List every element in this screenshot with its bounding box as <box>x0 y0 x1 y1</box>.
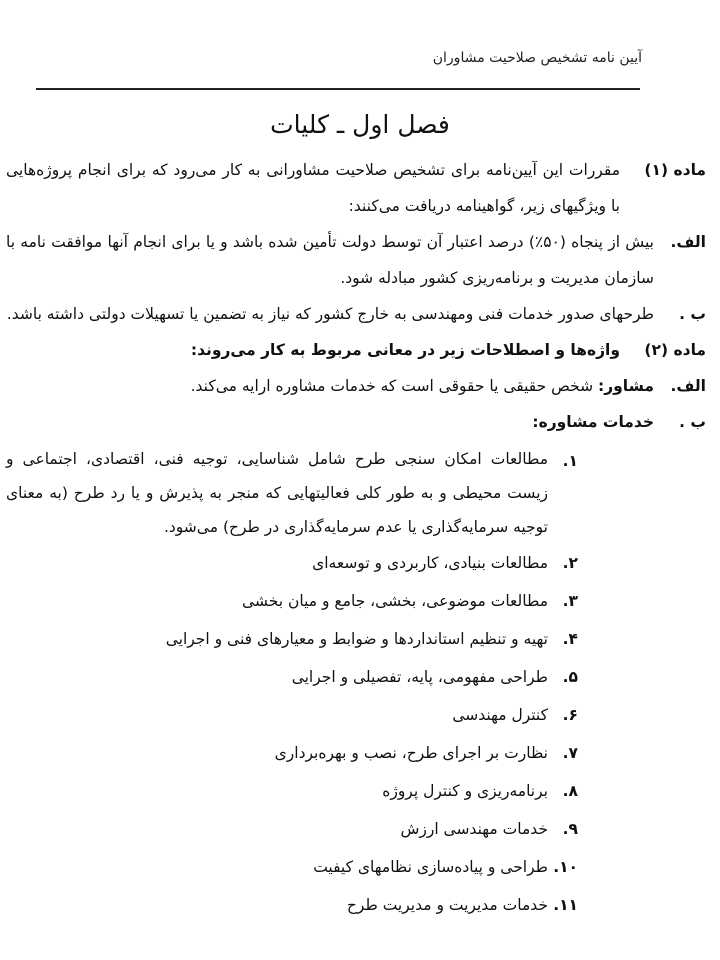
item-text: طرحهای صدور خدمات فنی ومهندسی به خارج کشور که نیاز به تضمین یا تسهیلات دولتی داشته باشد. <box>6 305 654 323</box>
chapter-title: فصل اول ـ کلیات <box>270 110 450 139</box>
list-number: ۲. <box>562 554 578 572</box>
item-text: بیش از پنجاه (۵۰٪) درصد اعتبار آن توسط دولت تأمین شده باشد و یا برای انجام آنها موافقت نامه با سازمان مدیریت و برنامه‌ریزی کشور مبادله شود. <box>6 233 654 287</box>
list-item <box>6 620 578 658</box>
list-number: ۳. <box>562 592 578 610</box>
article-1-item-a <box>6 224 706 296</box>
definition-term: خدمات مشاوره: <box>532 413 654 431</box>
list-text: مطالعات بنیادی، کاربردی و توسعه‌ای <box>312 554 548 572</box>
running-header: آیین نامه تشخیص صلاحیت مشاوران <box>432 50 642 66</box>
list-item <box>6 848 578 886</box>
article-1-item-b <box>6 296 706 332</box>
list-number: ۴. <box>562 630 578 648</box>
article-1-text: مقررات این آیین‌نامه برای تشخیص صلاحیت مشاورانی به کار می‌رود که برای انجام پروژه‌هایی با ویژگیهای زیر، گواهینامه دریافت می‌کنند: <box>6 161 620 215</box>
list-item <box>6 658 578 696</box>
list-number: ۹. <box>562 820 578 838</box>
list-item <box>6 810 578 848</box>
definition-consultant <box>6 368 706 404</box>
list-item <box>6 544 578 582</box>
article-2-label: ماده (۲) <box>644 341 706 359</box>
list-text: مطالعات موضوعی، بخشی، جامع و میان بخشی <box>241 592 548 610</box>
list-number: ۷. <box>562 744 578 762</box>
list-text: طراحی و پیاده‌سازی نظامهای کیفیت <box>313 858 548 876</box>
definition-body <box>6 368 654 404</box>
definition-text: شخص حقیقی یا حقوقی است که خدمات مشاوره ارایه می‌کند. <box>190 377 594 395</box>
article-1-label: ماده (۱) <box>644 161 706 179</box>
definition-term: مشاور: <box>598 377 654 395</box>
list-text: نظارت بر اجرای طرح، نصب و بهره‌برداری <box>274 744 548 762</box>
article-1 <box>6 152 706 224</box>
header-rule <box>36 88 640 90</box>
list-text: خدمات مدیریت و مدیریت طرح <box>346 896 548 914</box>
list-number: ۱۱. <box>553 896 578 914</box>
list-text: تهیه و تنظیم استانداردها و ضوابط و معیارهای فنی و اجرایی <box>165 630 548 648</box>
list-item <box>6 734 578 772</box>
list-text: کنترل مهندسی <box>452 706 548 724</box>
list-item <box>6 772 578 810</box>
document-body <box>6 152 706 924</box>
article-2 <box>6 332 706 368</box>
definition-services <box>6 404 706 440</box>
list-number: ۵. <box>562 668 578 686</box>
list-item <box>6 696 578 734</box>
list-item <box>6 442 578 544</box>
list-item <box>6 582 578 620</box>
list-item <box>6 886 578 924</box>
list-number: ۱۰. <box>553 858 578 876</box>
services-list <box>6 442 578 924</box>
list-number: ۸. <box>562 782 578 800</box>
list-text: برنامه‌ریزی و کنترل پروژه <box>382 782 548 800</box>
item-label: الف. <box>670 233 706 251</box>
item-label: ب . <box>679 305 706 323</box>
list-number: ۶. <box>562 706 578 724</box>
definition-label: ب . <box>679 413 706 431</box>
list-text: طراحی مفهومی، پایه، تفصیلی و اجرایی <box>291 668 548 686</box>
definition-label: الف. <box>670 377 706 395</box>
list-number: ۱. <box>562 452 578 470</box>
article-2-text: واژه‌ها و اصطلاحات زیر در معانی مربوط به کار می‌روند: <box>190 341 620 359</box>
list-text: خدمات مهندسی ارزش <box>400 820 548 838</box>
list-text: مطالعات امکان سنجی طرح شامل شناسایی، توجیه فنی، اقتصادی، اجتماعی و زیست محیطی و به طور کلی فعالیتهایی که منجر به پذیرش و یا رد طرح (به معنای توجیه سرمایه‌گذاری یا عدم سرمایه‌گذاری در طرح) می‌شود. <box>6 450 548 536</box>
